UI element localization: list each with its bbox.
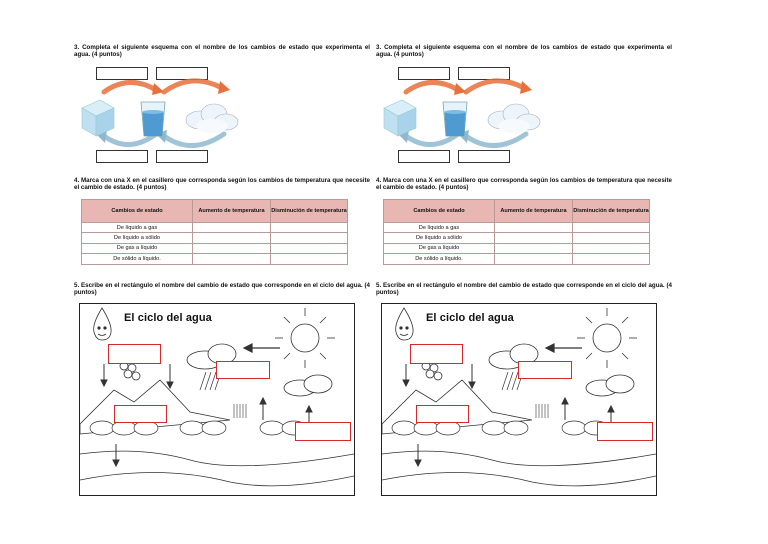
row-label: De gas a líquido [82,243,193,253]
checkbox-cell[interactable] [495,233,573,243]
river-icon [80,451,354,486]
temperature-table [81,199,348,265]
table-row [384,254,650,264]
table-row [384,243,650,253]
checkbox-cell[interactable] [271,223,348,233]
temperature-table [383,199,650,265]
question-4-text: 4. Marca con una X en el casillero que corresponda según los cambios de temperatura que necesite el cambio de estado. (4 puntos) [376,177,672,192]
cycle-answer-box-2[interactable] [518,361,572,379]
cycle-answer-box-3[interactable] [416,405,469,423]
water-cycle-illustration [382,304,656,495]
table-row [82,243,348,253]
table-row [82,233,348,243]
checkbox-cell[interactable] [271,254,348,264]
arrow-top-left-icon [406,82,466,95]
arrow-top-right-icon [466,81,532,94]
table-row [384,233,650,243]
water-drop-character-icon [396,308,413,340]
row-label: De líquido a gas [82,223,193,233]
cloud-icon [488,104,540,133]
worksheet-right [376,0,676,544]
table-row [82,254,348,264]
cycle-title: El ciclo del agua [124,312,212,324]
table-header-row [384,200,650,223]
ice-cube-icon [384,100,416,136]
cycle-answer-box-3[interactable] [114,405,167,423]
scheme-illustration [376,64,676,164]
column-header: Cambios de estado [82,200,193,223]
cloud-icon [186,104,238,133]
water-glass-icon [443,102,467,136]
cycle-answer-box-1[interactable] [108,344,161,364]
worksheet-left [74,0,374,544]
state-change-scheme [74,64,374,164]
arrow-top-left-icon [104,82,164,95]
water-glass-icon [141,102,165,136]
table-header-row [82,200,348,223]
scheme-illustration [74,64,374,164]
cycle-answer-box-2[interactable] [216,361,270,379]
row-label: De gas a líquido [384,243,495,253]
water-drop-character-icon [94,308,111,340]
sun-icon [577,308,637,368]
checkbox-cell[interactable] [573,254,650,264]
table-row [82,223,348,233]
cycle-title: El ciclo del agua [426,312,514,324]
trees-icon [392,421,608,435]
checkbox-cell[interactable] [193,254,271,264]
cycle-answer-box-4[interactable] [295,422,351,441]
water-cycle-illustration [80,304,354,495]
checkbox-cell[interactable] [495,223,573,233]
ice-cube-icon [82,100,114,136]
state-change-scheme [376,64,676,164]
checkbox-cell[interactable] [193,233,271,243]
checkbox-cell[interactable] [573,223,650,233]
table-row [384,223,650,233]
river-icon [382,451,656,486]
question-3-text: 3. Completa el siguiente esquema con el nombre de los cambios de estado que experimenta el agua. (4 puntos) [376,44,672,59]
row-label: De líquido a gas [384,223,495,233]
checkbox-cell[interactable] [495,254,573,264]
question-5-text: 5. Escribe en el rectángulo el nombre del cambio de estado que corresponde en el ciclo del agua. (4 puntos) [376,282,672,297]
question-3-text: 3. Completa el siguiente esquema con el nombre de los cambios de estado que experimenta el agua. (4 puntos) [74,44,370,59]
sun-icon [275,308,335,368]
column-header: Aumento de temperatura [193,200,271,223]
arrow-top-right-icon [164,81,230,94]
column-header: Disminución de temperatura [573,200,650,223]
row-label: De líquido a sólido [384,233,495,243]
column-header: Aumento de temperatura [495,200,573,223]
ice-rain-icon [536,404,548,418]
arrow-left-icon [244,344,280,352]
question-5-text: 5. Escribe en el rectángulo el nombre del cambio de estado que corresponde en el ciclo del agua. (4 puntos) [74,282,370,297]
checkbox-cell[interactable] [271,243,348,253]
row-label: De sólido a líquido. [82,254,193,264]
arrow-left-icon [546,344,582,352]
checkbox-cell[interactable] [573,243,650,253]
checkbox-cell[interactable] [271,233,348,243]
checkbox-cell[interactable] [573,233,650,243]
checkbox-cell[interactable] [193,243,271,253]
column-header: Disminución de temperatura [271,200,348,223]
water-cycle-figure [79,303,355,496]
ice-rain-icon [234,404,246,418]
column-header: Cambios de estado [384,200,495,223]
trees-icon [90,421,306,435]
checkbox-cell[interactable] [495,243,573,253]
question-4-text: 4. Marca con una X en el casillero que corresponda según los cambios de temperatura que necesite el cambio de estado. (4 puntos) [74,177,370,192]
water-cycle-figure [381,303,657,496]
row-label: De líquido a sólido [82,233,193,243]
cycle-answer-box-4[interactable] [597,422,653,441]
row-label: De sólido a líquido. [384,254,495,264]
cycle-answer-box-1[interactable] [410,344,463,364]
checkbox-cell[interactable] [193,223,271,233]
